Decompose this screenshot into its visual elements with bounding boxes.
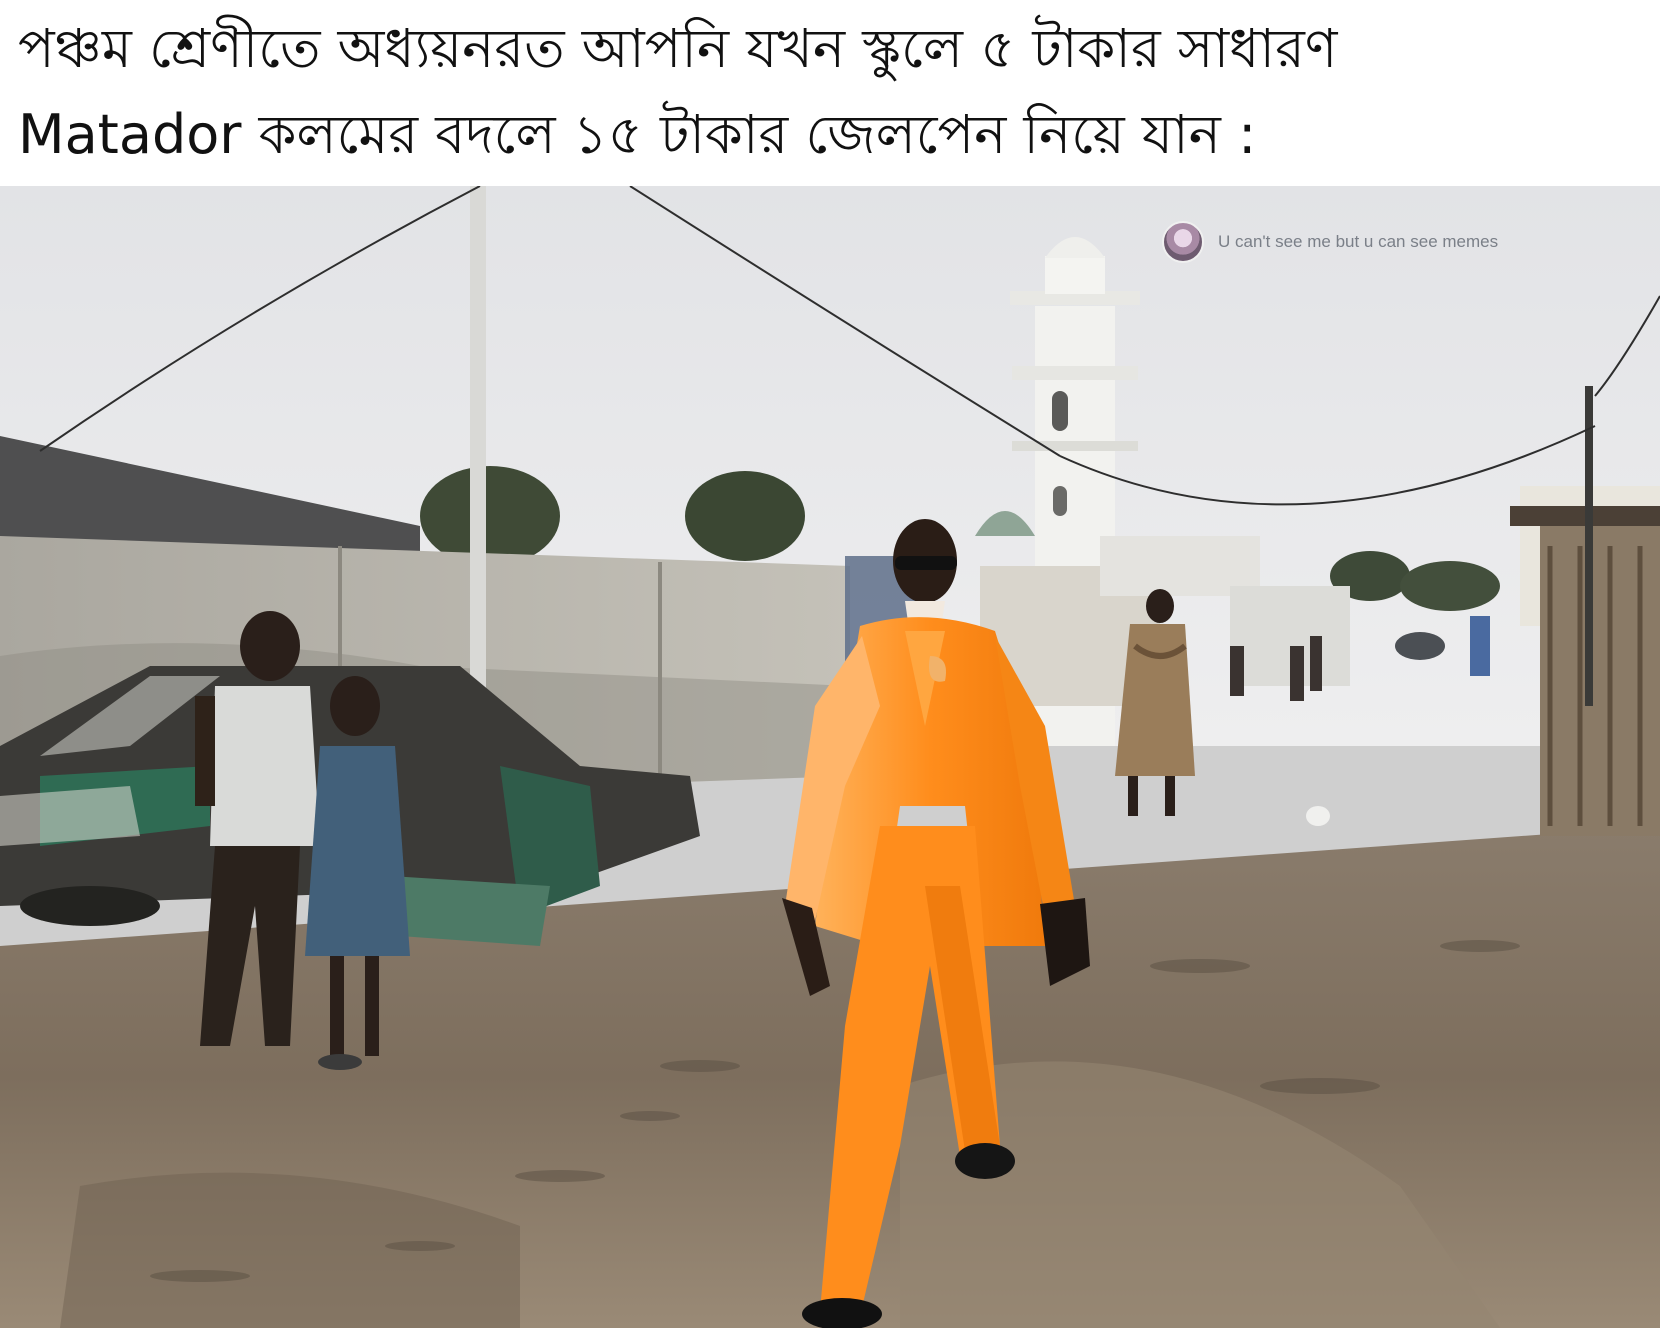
watermark [1162, 222, 1498, 262]
utility-pole-far [1585, 386, 1593, 706]
utility-pole [470, 186, 486, 746]
meme-caption [18, 6, 1648, 176]
meme-photo [0, 186, 1660, 1328]
chicken [1306, 806, 1330, 826]
watermark-avatar [1162, 221, 1204, 263]
caption-line-1: পঞ্চম শ্রেণীতে অধ্যয়নরত আপনি যখন স্কুলে ৫ টাকার সাধারণ [18, 17, 1338, 80]
caption-line-2: Matador কলমের বদলে ১৫ টাকার জেলপেন নিয়ে যান : [18, 103, 1257, 166]
watermark-text: U can't see me but u can see memes [1218, 232, 1499, 251]
street-scene-illustration [0, 186, 1660, 1328]
